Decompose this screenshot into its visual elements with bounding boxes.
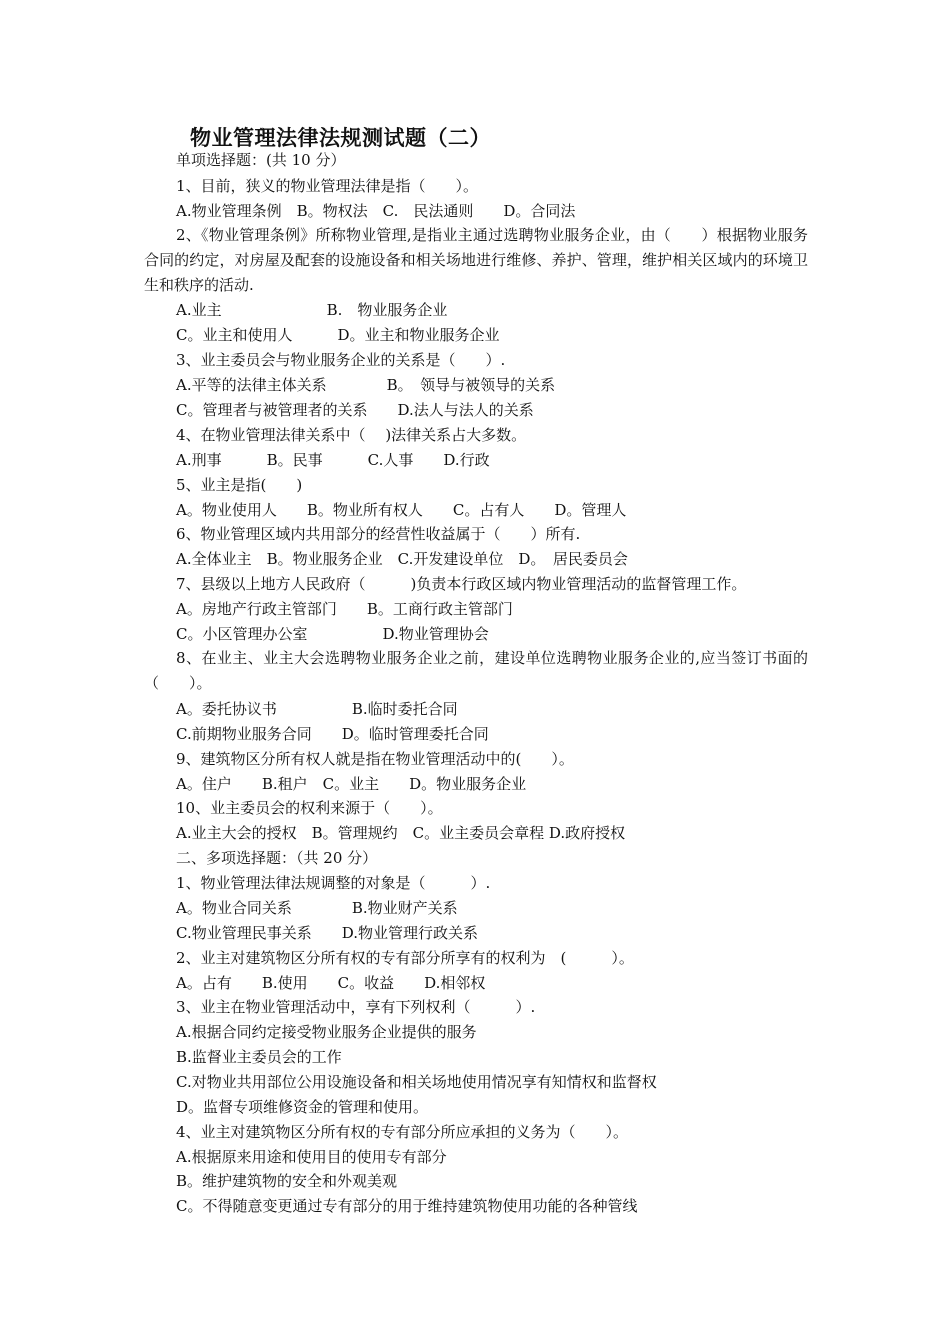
mc-question-3: 3、业主在物业管理活动中，享有下列权利（ ）. — [176, 998, 536, 1016]
question-3-options-ab: A.平等的法律主体关系 B。 领导与被领导的关系 — [176, 376, 556, 394]
mc-question-2: 2、业主对建筑物区分所有权的专有部分所享有的权利为 ( ）。 — [176, 949, 634, 967]
mc-question-4: 4、业主对建筑物区分所有权的专有部分所应承担的义务为（ ）。 — [176, 1123, 629, 1141]
question-3: 3、业主委员会与物业服务企业的关系是（ ）. — [176, 351, 506, 369]
question-6-options: A.全体业主 B。物业服务企业 C.开发建设单位 D。 居民委员会 — [176, 550, 628, 568]
mc-question-1: 1、物业管理法律法规调整的对象是（ ）. — [176, 874, 491, 892]
mc-question-4-option-c: C。不得随意变更通过专有部分的用于维持建筑物使用功能的各种管线 — [176, 1197, 638, 1215]
question-7-options-cd: C。小区管理办公室 D.物业管理协会 — [176, 625, 489, 643]
question-5-options: A。物业使用人 B。物业所有权人 C。占有人 D。管理人 — [176, 501, 627, 519]
question-2-options-ab: A.业主 B. 物业服务企业 — [176, 301, 448, 319]
question-1-options: A.物业管理条例 B。物权法 C. 民法通则 D。合同法 — [176, 202, 576, 220]
question-1: 1、目前，狭义的物业管理法律是指（ ）。 — [176, 177, 479, 195]
question-3-options-cd: C。管理者与被管理者的关系 D.法人与法人的关系 — [176, 401, 534, 419]
question-2-options-cd: C。业主和使用人 D。业主和物业服务企业 — [176, 326, 500, 344]
question-6: 6、物业管理区域内共用部分的经营性收益属于（ ）所有. — [176, 525, 581, 543]
mc-question-3-option-a: A.根据合同约定接受物业服务企业提供的服务 — [176, 1023, 477, 1041]
mc-question-3-option-c: C.对物业共用部位公用设施设备和相关场地使用情况享有知情权和监督权 — [176, 1073, 657, 1091]
question-4-options: A.刑事 B。民事 C.人事 D.行政 — [176, 451, 490, 469]
mc-question-4-option-b: B。维护建筑物的安全和外观美观 — [176, 1172, 398, 1190]
page-title: 物业管理法律法规测试题（二） — [190, 125, 491, 150]
question-2: 2、《物业管理条例》所称物业管理,是指业主通过选聘物业服务企业，由（ ）根据物业服务合同的约定，对房屋及配套的设施设备和相关场地进行维修、养护、管理，维护相关区域内的环境卫生和秩序的活动. — [144, 226, 808, 294]
question-10-options: A.业主大会的授权 B。管理规约 C。业主委员会章程 D.政府授权 — [176, 824, 626, 842]
question-9: 9、建筑物区分所有权人就是指在物业管理活动中的( ）。 — [176, 750, 574, 768]
question-5: 5、业主是指( ) — [176, 476, 303, 494]
mc-question-4-option-a: A.根据原来用途和使用目的使用专有部分 — [176, 1148, 447, 1166]
question-7-options-ab: A。房地产行政主管部门 B。工商行政主管部门 — [176, 600, 513, 618]
question-9-options: A。住户 B.租户 C。业主 D。物业服务企业 — [176, 775, 527, 793]
section-heading-single-choice: 单项选择题：(共 10 分） — [176, 151, 346, 169]
question-7: 7、县级以上地方人民政府（ )负责本行政区域内物业管理活动的监督管理工作。 — [176, 575, 747, 593]
question-10: 10、业主委员会的权利来源于（ ）。 — [176, 799, 443, 817]
mc-question-1-options-ab: A。物业合同关系 B.物业财产关系 — [176, 899, 458, 917]
mc-question-3-option-b: B.监督业主委员会的工作 — [176, 1048, 342, 1066]
question-4: 4、在物业管理法律关系中（ )法律关系占大多数。 — [176, 426, 527, 444]
mc-question-2-options: A。占有 B.使用 C。收益 D.相邻权 — [176, 974, 486, 992]
mc-question-1-options-cd: C.物业管理民事关系 D.物业管理行政关系 — [176, 924, 478, 942]
question-8-options-cd: C.前期物业服务合同 D。临时管理委托合同 — [176, 725, 489, 743]
mc-question-3-option-d: D。监督专项维修资金的管理和使用。 — [176, 1098, 429, 1116]
section-heading-multiple-choice: 二、多项选择题：（共 20 分） — [176, 849, 378, 867]
question-8: 8、在业主、业主大会选聘物业服务企业之前，建设单位选聘物业服务企业的,应当签订书面的（ ）。 — [144, 649, 808, 692]
question-8-options-ab: A。委托协议书 B.临时委托合同 — [176, 700, 458, 718]
